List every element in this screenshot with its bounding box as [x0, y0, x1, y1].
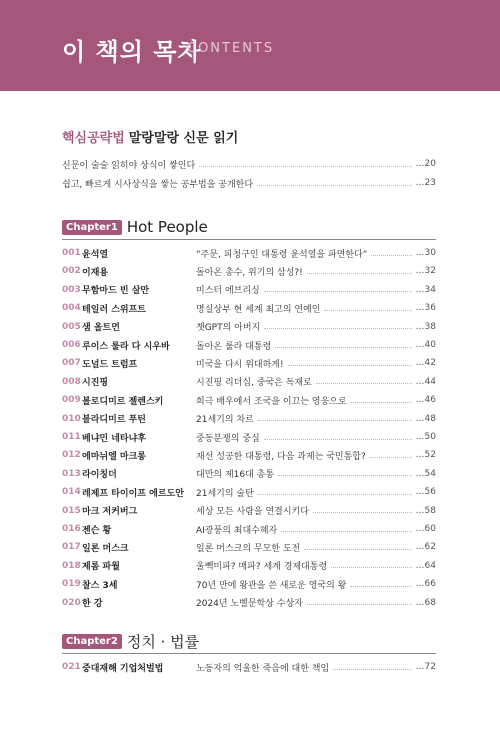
entry-number: 001 — [62, 248, 81, 258]
leader-dots — [258, 420, 412, 421]
entry-description: 노동자의 억울한 죽음에 대한 책임 — [196, 663, 330, 674]
entry-person-name: 샘 올트먼 — [82, 323, 120, 334]
entry-number: 003 — [62, 284, 81, 295]
leader-dots — [371, 255, 411, 256]
intro-title: 말랑말랑 신문 읽기 — [128, 131, 239, 146]
leader-dots — [307, 273, 412, 274]
toc-entry[interactable] — [62, 522, 436, 536]
entry-person-name: 볼로디미르 젤렌스키 — [82, 396, 164, 407]
entry-person-name: 도널드 트럼프 — [82, 359, 138, 370]
toc-entry[interactable] — [62, 596, 436, 610]
toc-entry[interactable] — [62, 660, 436, 674]
entry-description: 돌아온 룰라 대통령 — [196, 341, 272, 352]
entry-person-name: 시진핑 — [82, 378, 109, 389]
toc-entry[interactable] — [62, 264, 436, 278]
entry-page: …42 — [415, 358, 436, 369]
toc-entry[interactable] — [62, 393, 436, 407]
toc-entry[interactable] — [62, 320, 436, 334]
toc-entry[interactable] — [62, 504, 436, 518]
chapter1-heading — [62, 218, 208, 236]
entry-number: 005 — [62, 321, 81, 332]
entry-page: …62 — [415, 542, 436, 553]
page-title: 이 책의 목차 — [62, 38, 202, 66]
intro-section-heading — [62, 127, 238, 146]
entry-number: 010 — [62, 413, 81, 424]
entry-person-name: 테일러 스위프트 — [82, 304, 146, 315]
entry-number: 021 — [62, 662, 81, 672]
leader-dots — [264, 439, 412, 440]
leader-dots — [257, 185, 412, 186]
entry-page: …38 — [415, 321, 436, 332]
entry-person-name: 중대재해 기업처벌법 — [82, 663, 164, 674]
leader-dots — [304, 549, 411, 550]
toc-entry[interactable] — [62, 485, 436, 499]
entry-description: 21세기의 술탄 — [196, 488, 254, 499]
entry-person-name: 베냐민 네타냐후 — [82, 433, 146, 444]
entry-description: 21세기의 차르 — [196, 415, 254, 426]
leader-dots — [370, 457, 412, 458]
entry-number: 002 — [62, 266, 81, 277]
entry-description: 재선 성공한 대통령, 다음 과제는 국민통합? — [196, 451, 366, 462]
entry-description: “주문, 피청구인 대통령 윤석열을 파면한다” — [196, 249, 368, 260]
chapter1-title: Hot People — [126, 218, 208, 236]
chapter1-badge: Chapter1 — [62, 220, 122, 235]
toc-entry[interactable] — [62, 430, 436, 444]
toc-intro-item[interactable] — [62, 157, 436, 171]
toc-entry[interactable] — [62, 448, 436, 462]
entry-description: AI광풍의 최대수혜자 — [196, 525, 278, 536]
toc-intro-item-text: 신문이 술술 읽히야 상식이 쌓인다 — [62, 160, 196, 171]
toc-entry[interactable] — [62, 559, 436, 573]
entry-page: …54 — [415, 468, 436, 479]
entry-person-name: 일론 머스크 — [82, 543, 129, 554]
chapter2-badge: Chapter2 — [62, 634, 122, 649]
leader-dots — [281, 531, 411, 532]
leader-dots — [350, 586, 411, 587]
entry-page: …52 — [415, 450, 436, 461]
entry-number: 020 — [62, 597, 81, 608]
entry-page: …56 — [415, 487, 436, 498]
contents-header-banner — [0, 0, 500, 91]
entry-person-name: 윤석열 — [82, 249, 109, 260]
toc-intro-item-text: 쉽고, 빠르게 시사상식을 쌓는 공부법을 공개한다 — [62, 179, 254, 190]
toc-entry[interactable] — [62, 283, 436, 297]
entry-page: …32 — [415, 266, 436, 277]
leader-dots — [199, 166, 411, 167]
entry-number: 013 — [62, 468, 81, 479]
entry-person-name: 블라디미르 푸틴 — [82, 415, 146, 426]
leader-dots — [278, 475, 412, 476]
entry-page: …58 — [415, 505, 436, 516]
entry-description: 돌아온 총수, 위기의 삼성?! — [196, 267, 303, 278]
entry-page: …44 — [415, 376, 436, 387]
entry-number: 007 — [62, 358, 81, 369]
entry-description: 챗GPT의 아버지 — [196, 323, 261, 334]
entry-person-name: 에마뉘엘 마크롱 — [82, 451, 146, 462]
chapter2-title: 정치 · 법률 — [126, 633, 200, 651]
leader-dots — [313, 512, 412, 513]
leader-dots — [264, 328, 411, 329]
leader-dots — [264, 291, 412, 292]
leader-dots — [324, 310, 411, 311]
chapter1-divider — [62, 239, 436, 240]
entry-number: 017 — [62, 542, 81, 553]
entry-person-name: 제롬 파월 — [82, 562, 120, 573]
page-subtitle: CONTENTS — [187, 41, 275, 56]
leader-dots — [258, 494, 412, 495]
entry-description: 중동분쟁의 중심 — [196, 433, 260, 444]
entry-person-name: 이재용 — [82, 267, 109, 278]
entry-person-name: 한 강 — [82, 599, 103, 610]
entry-description: 세상 모든 사람을 연결시키다 — [196, 507, 309, 518]
entry-number: 012 — [62, 450, 81, 461]
entry-page: …66 — [415, 579, 436, 590]
entry-person-name: 찰스 3세 — [82, 580, 118, 591]
entry-page: …34 — [415, 284, 436, 295]
toc-intro-item[interactable] — [62, 176, 436, 190]
entry-page: …30 — [415, 248, 436, 258]
entry-page: …72 — [415, 662, 436, 672]
entry-number: 008 — [62, 376, 81, 387]
toc-entry[interactable] — [62, 356, 436, 370]
leader-dots — [333, 669, 411, 670]
toc-entry[interactable] — [62, 246, 436, 260]
toc-entry[interactable] — [62, 338, 436, 352]
entry-number: 016 — [62, 524, 81, 534]
entry-description: 일론 머스크의 무모한 도전 — [196, 543, 301, 554]
entry-number: 011 — [62, 432, 81, 442]
entry-person-name: 루이스 룰라 다 시우바 — [82, 341, 170, 352]
leader-dots — [331, 567, 411, 568]
entry-number: 006 — [62, 340, 81, 350]
entry-page: …64 — [415, 560, 436, 571]
leader-dots — [288, 365, 412, 366]
entry-page: …46 — [415, 395, 436, 406]
entry-description: 70년 만에 왕관을 쓴 새로운 영국의 왕 — [196, 580, 347, 591]
intro-accent-label: 핵심공략법 — [62, 131, 125, 146]
entry-person-name: 무함마드 빈 살만 — [82, 286, 150, 297]
leader-dots — [351, 402, 412, 403]
toc-entry[interactable] — [62, 540, 436, 554]
entry-description: 울빽미파? 매파? 세계 경제대통령 — [196, 562, 328, 573]
entry-number: 009 — [62, 395, 81, 406]
entry-number: 014 — [62, 487, 81, 498]
entry-number: 004 — [62, 303, 81, 314]
toc-entry[interactable] — [62, 375, 436, 389]
toc-entry[interactable] — [62, 577, 436, 591]
entry-person-name: 마크 저커버그 — [82, 507, 138, 518]
entry-page: …36 — [415, 303, 436, 314]
chapter2-divider — [62, 653, 436, 654]
entry-description: 대만의 제16대 총통 — [196, 470, 275, 481]
entry-description: 시진핑 리더십, 중국은 독재로 — [196, 378, 312, 389]
entry-number: 019 — [62, 579, 81, 590]
leader-dots — [316, 383, 412, 384]
entry-page: …60 — [415, 524, 436, 534]
toc-intro-item-page: …23 — [415, 178, 436, 188]
entry-description: 희극 배우에서 조국을 이끄는 영웅으로 — [196, 396, 347, 407]
entry-description: 미스터 에브리싱 — [196, 286, 260, 297]
entry-person-name: 라이칭더 — [82, 470, 117, 481]
entry-page: …68 — [415, 597, 436, 608]
toc-entry[interactable] — [62, 301, 436, 315]
entry-page: …40 — [415, 340, 436, 350]
toc-entry[interactable] — [62, 467, 436, 481]
chapter2-heading — [62, 631, 199, 652]
entry-person-name: 레제프 타이이프 에르도안 — [82, 488, 184, 499]
entry-person-name: 젠슨 황 — [82, 525, 112, 536]
entry-number: 015 — [62, 505, 81, 516]
entry-description: 명실상부 현 세계 최고의 연예인 — [196, 304, 321, 315]
entry-description: 미국을 다시 위대하게! — [196, 359, 284, 370]
entry-description: 2024년 노벨문학상 수상자 — [196, 599, 303, 610]
leader-dots — [307, 604, 412, 605]
entry-page: …48 — [415, 413, 436, 424]
leader-dots — [275, 347, 411, 348]
entry-number: 018 — [62, 560, 81, 571]
toc-intro-item-page: …20 — [415, 159, 436, 169]
toc-entry[interactable] — [62, 412, 436, 426]
entry-page: …50 — [415, 432, 436, 442]
